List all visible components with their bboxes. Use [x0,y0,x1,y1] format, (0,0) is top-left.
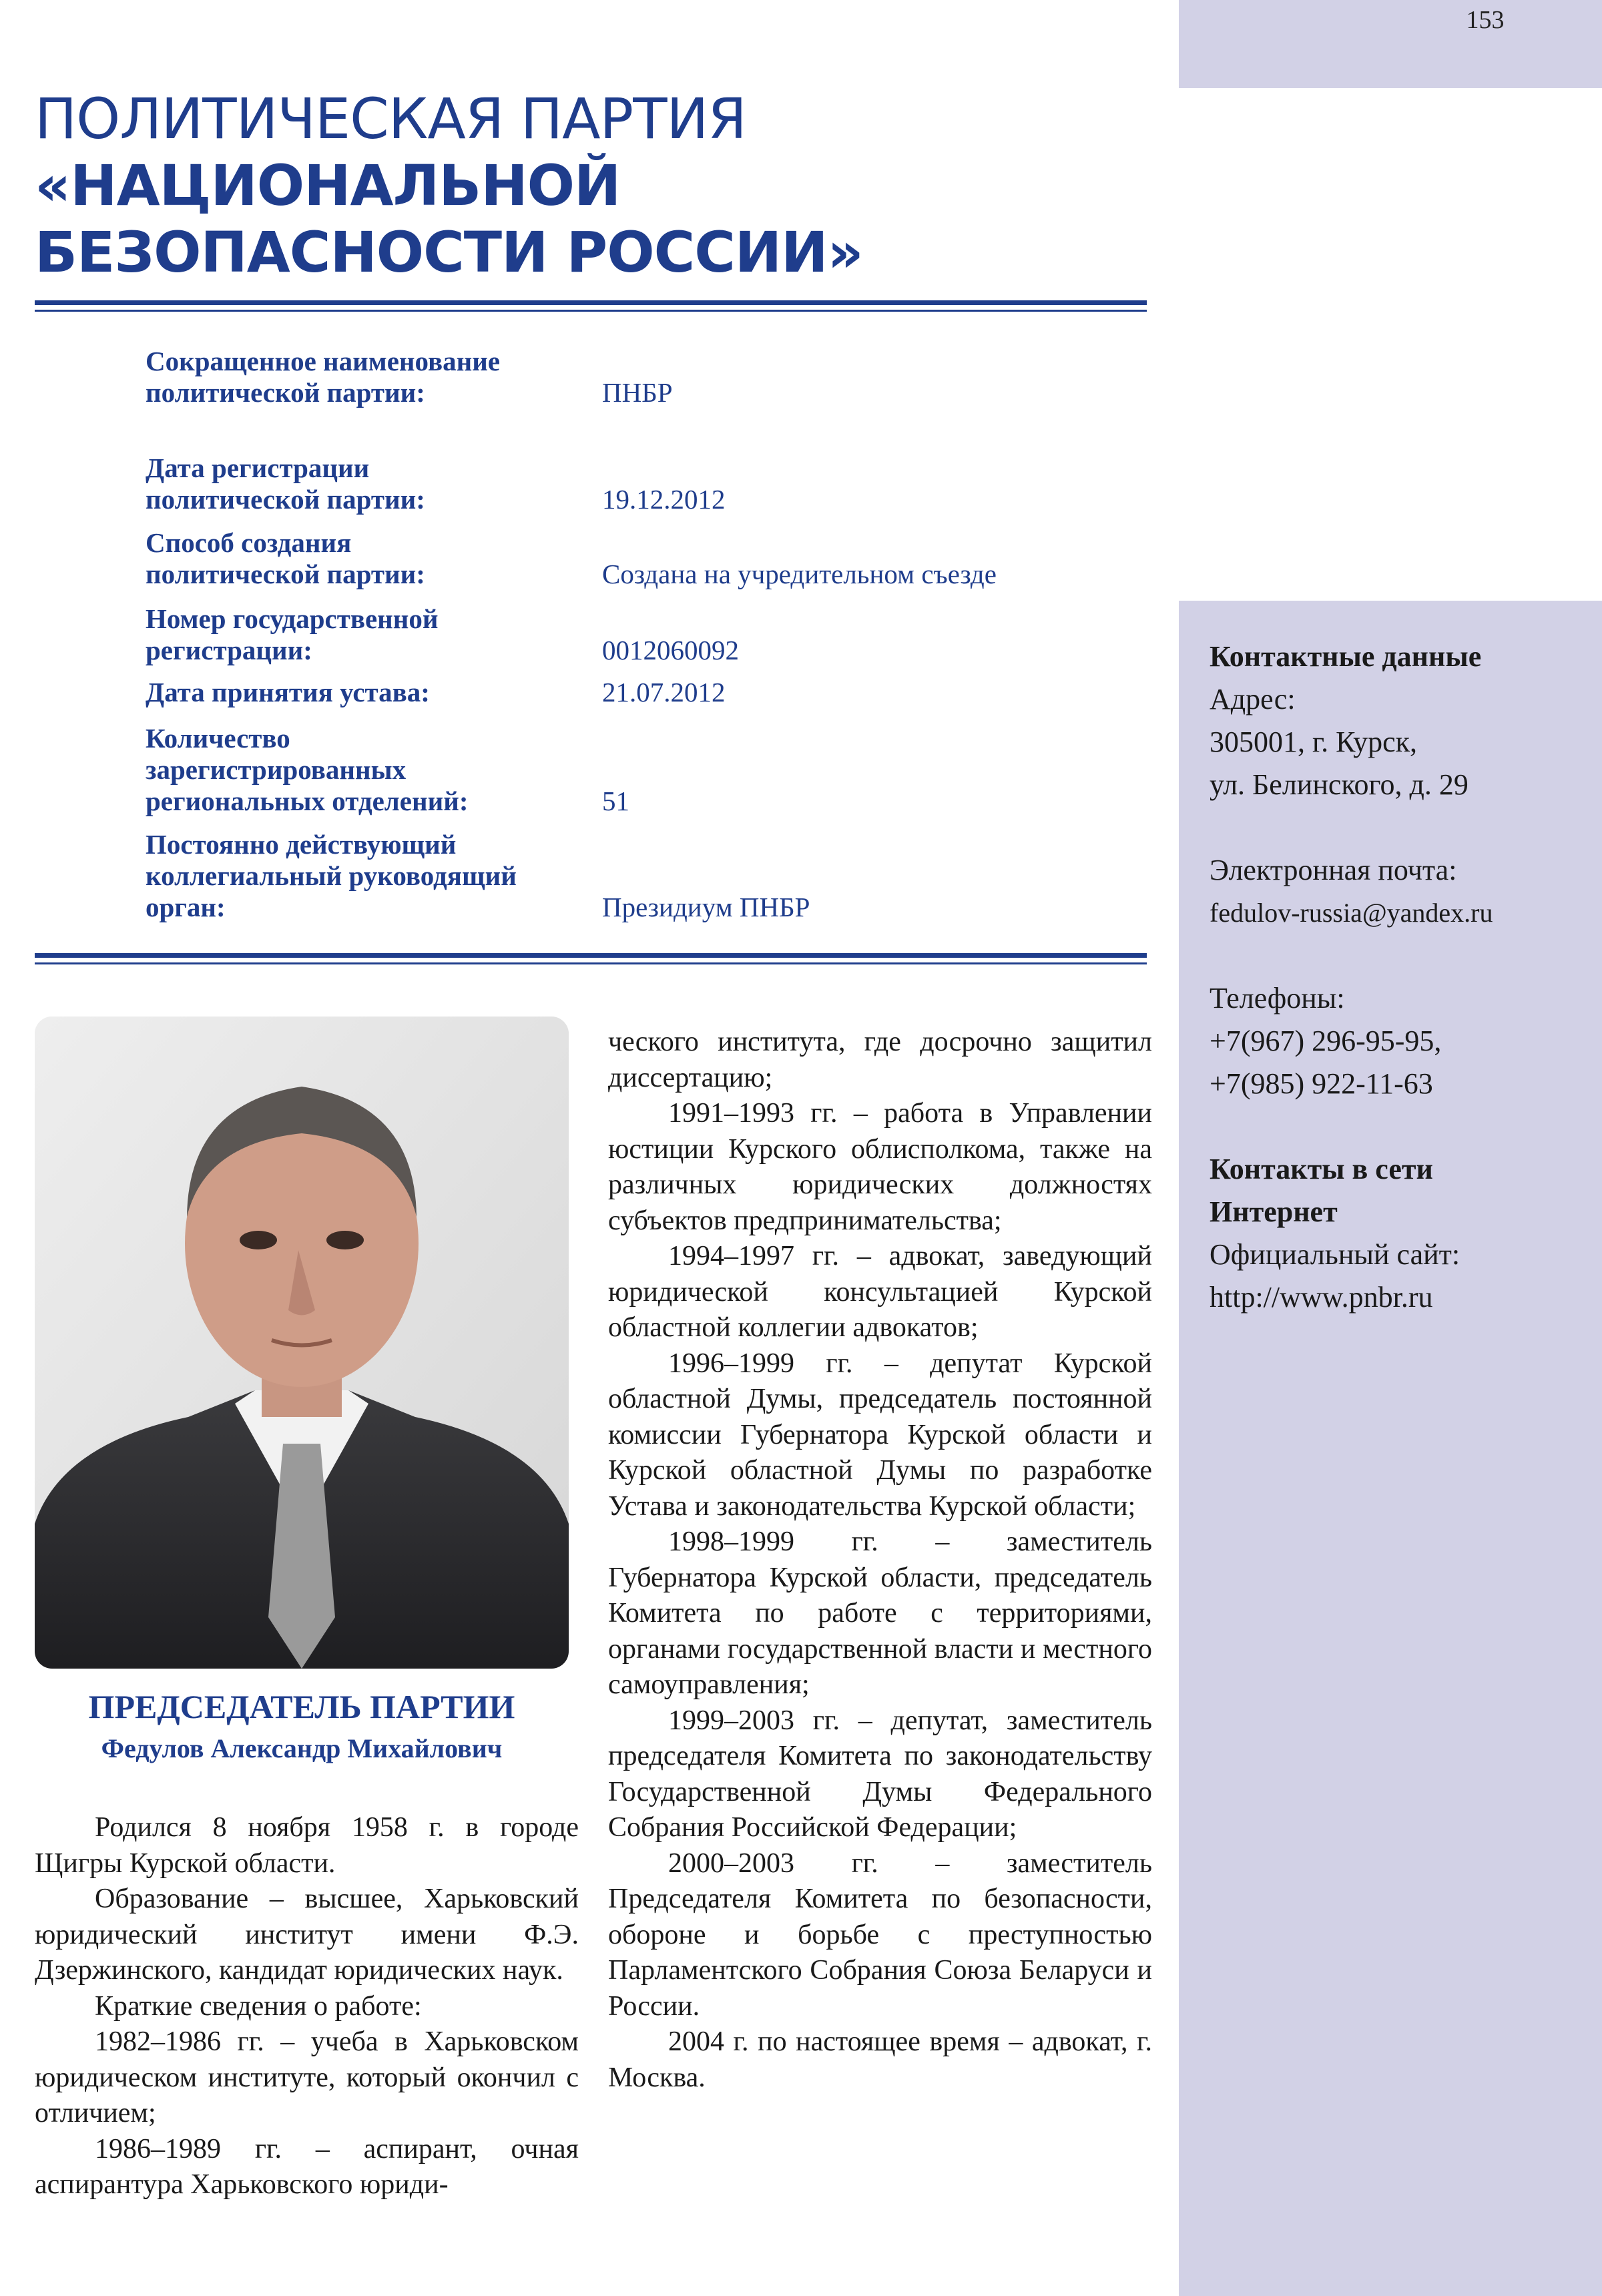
title-divider [35,300,1147,312]
internet-heading: Контакты в сети [1210,1153,1433,1185]
bio-paragraph: 1982–1986 гг. – учеба в Харьковском юридическом институте, который окончил с отличием; [35,2026,579,2128]
info-value: 19.12.2012 [602,484,726,515]
title-line-1: ПОЛИТИЧЕСКАЯ ПАРТИЯ [35,86,746,152]
info-label: Способ создания политической партии: [146,527,425,589]
bio-paragraph: 1996–1999 гг. – депутат Курской областной Думы, председатель постоянной комиссии Губернатора Курской области и Курской областной Думы по разработке Устава и законодательства Курской области; [608,1348,1152,1522]
bio-paragraph: 1998–1999 гг. – заместитель Губернатора Курской области, председатель Комитета по работе с территориями, органами государственной власти и местного самоуправления; [608,1526,1152,1700]
bio-paragraph: 1999–2003 гг. – депутат, заместитель председателя Комитета по законодательству Государственной Думы Федерального Собрания Российской Федерации; [608,1705,1152,1843]
bio-paragraph: Краткие сведения о работе: [95,1990,422,2022]
page-number-box [1179,0,1602,88]
phones-label: Телефоны: [1210,982,1345,1015]
info-label: Дата регистрации политической партии: [146,453,425,515]
chairman-title: ПРЕДСЕДАТЕЛЬ ПАРТИИ [88,1688,515,1725]
page-number: 153 [1466,6,1505,34]
info-value: Создана на учредительном съезде [602,559,997,589]
bio-paragraph: 2000–2003 гг. – заместитель Председателя Комитета по безопасности, обороне и борьбе с преступностью Парламентского Собрания Союза Беларуси и России. [608,1847,1152,2022]
address-line: ул. Белинского, д. 29 [1210,768,1468,801]
bio-paragraph: ческого института, где досрочно защитил диссертацию; [608,1027,1152,1093]
page-title [35,85,1136,286]
bio-paragraph: Родился 8 ноября 1958 г. в городе Щигры Курской области. [35,1812,579,1879]
email-label: Электронная почта: [1210,854,1457,886]
bio-paragraph: 2004 г. по настоящее время – адвокат, г. Москва. [608,2026,1152,2093]
title-line-3: БЕЗОПАСНОСТИ РОССИИ» [35,220,863,285]
info-value: Президиум ПНБР [602,892,810,922]
email-link[interactable]: fedulov-russia@yandex.ru [1210,898,1493,928]
info-label: Сокращенное наименование политической партии: [146,346,501,408]
bio-paragraph: 1986–1989 гг. – аспирант, очная аспирантура Харьковского юриди- [35,2133,579,2200]
bio-paragraph: 1991–1993 гг. – работа в Управлении юстиции Курского облисполкома, также на различных юридических должностях субъектов предпринимательства; [608,1098,1152,1236]
site-label: Официальный сайт: [1210,1238,1460,1271]
info-value: ПНБР [602,377,673,408]
internet-heading: Интернет [1210,1195,1338,1228]
title-line-2: «НАЦИОНАЛЬНОЙ [35,153,621,218]
chairman-name: Федулов Александр Михайлович [101,1733,503,1763]
address-line: 305001, г. Курск, [1210,726,1418,758]
info-value: 0012060092 [602,635,739,665]
site-link[interactable]: http://www.pnbr.ru [1210,1281,1433,1314]
phone-number: +7(985) 922-11-63 [1210,1067,1433,1100]
phone-number: +7(967) 296-95-95, [1210,1025,1442,1057]
chairman-portrait [35,1017,569,1669]
bio-paragraph: 1994–1997 гг. – адвокат, заведующий юридической консультацией Курской областной коллегии адвокатов; [608,1241,1152,1343]
contacts-heading: Контактные данные [1210,640,1482,673]
info-label: Номер государственной регистрации: [146,603,439,665]
biography-left-column [35,1810,579,2203]
info-value: 51 [602,786,629,816]
info-label: Постоянно действующий коллегиальный руководящий орган: [146,829,517,922]
info-value: 21.07.2012 [602,677,726,707]
bio-paragraph: Образование – высшее, Харьковский юридический институт имени Ф.Э. Дзержинского, кандидат юридических наук. [35,1884,579,1986]
table-divider [35,953,1147,964]
biography-right-column [608,1025,1152,2096]
info-label: Дата принятия устава: [146,677,430,707]
address-label: Адрес: [1210,683,1296,715]
contacts-block [1210,635,1583,1319]
info-label: Количество зарегистрированных региональных отделений: [146,723,469,816]
